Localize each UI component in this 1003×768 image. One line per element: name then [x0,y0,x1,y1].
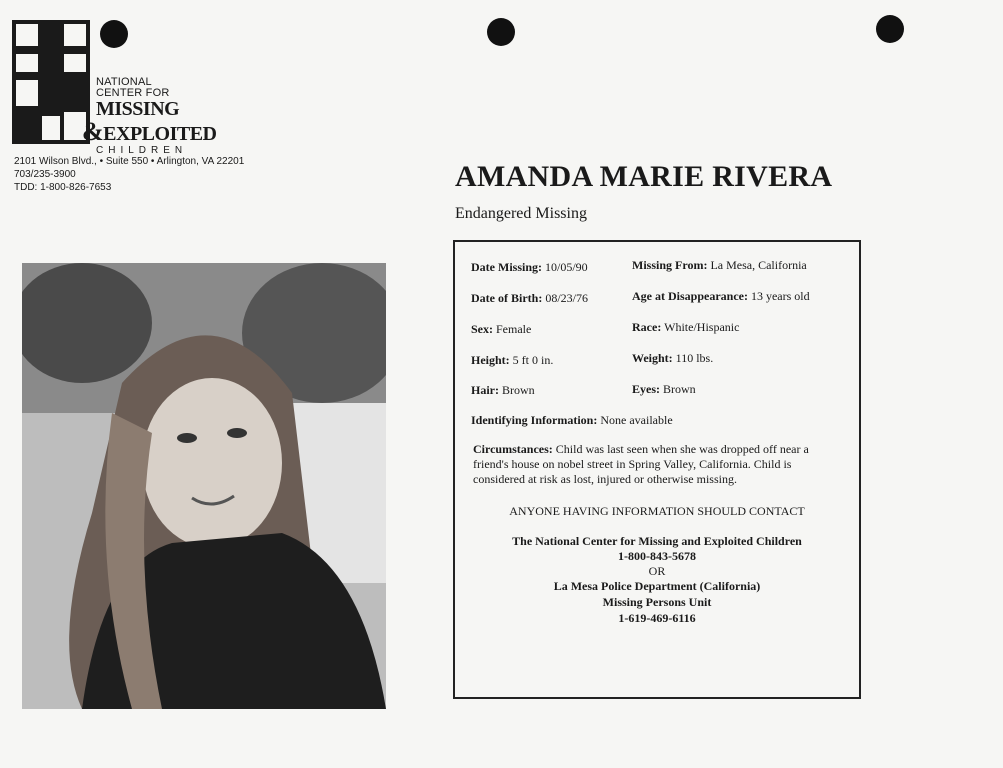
org-name-line3: MISSING [96,98,180,120]
org-name-line5: CHILDREN [96,145,188,156]
sex: Sex: Female [471,322,532,336]
org-name-line2: CENTER FOR [96,87,170,99]
child-photo [22,263,386,709]
org-address [14,155,244,194]
date-missing: Date Missing: 10/05/90 [471,260,588,274]
org-name-line1: NATIONAL [96,76,152,88]
hair: Hair: Brown [471,383,535,397]
ncmec-logo-icon [12,20,90,144]
contact-heading: ANYONE HAVING INFORMATION SHOULD CONTACT [509,504,805,518]
org-name-line4: EXPLOITED [103,123,217,145]
contact-org-phone: 1-800-843-5678 [618,549,696,563]
org-name [82,76,217,156]
contact-police-phone: 1-619-469-6116 [618,611,696,625]
identifying-information: Identifying Information: None available [471,413,673,427]
contact-org: The National Center for Missing and Exploited Children [512,534,802,548]
circumstances: Circumstances: Child was last seen when she was dropped off near a friend's house on nobel street in Spring Valley, California. Child is considered at risk as lost, injured or otherwise missing. [473,442,809,486]
contact-police: La Mesa Police Department (California) [553,579,761,593]
binder-hole [876,15,904,43]
contact-or: OR [648,564,666,578]
contact-unit: Missing Persons Unit [602,595,712,609]
address-street: 2101 Wilson Blvd., • Suite 550 • Arlington, VA 22201 [14,156,245,167]
address-phone: 703/235-3900 [14,169,76,180]
missing-status: Endangered Missing [455,205,587,222]
height: Height: 5 ft 0 in. [471,353,554,367]
binder-hole [100,20,128,48]
binder-hole [487,18,515,46]
details-box [453,240,861,699]
weight: Weight: 110 lbs. [632,351,714,365]
org-name-amp: & [82,117,104,146]
race: Race: White/Hispanic [632,320,740,334]
missing-from: Missing From: La Mesa, California [632,258,807,272]
address-tdd: TDD: 1-800-826-7653 [14,182,112,193]
age-at-disappearance: Age at Disappearance: 13 years old [632,289,810,303]
eyes: Eyes: Brown [632,382,696,396]
child-name: AMANDA MARIE RIVERA [455,160,833,193]
date-of-birth: Date of Birth: 08/23/76 [471,291,588,305]
